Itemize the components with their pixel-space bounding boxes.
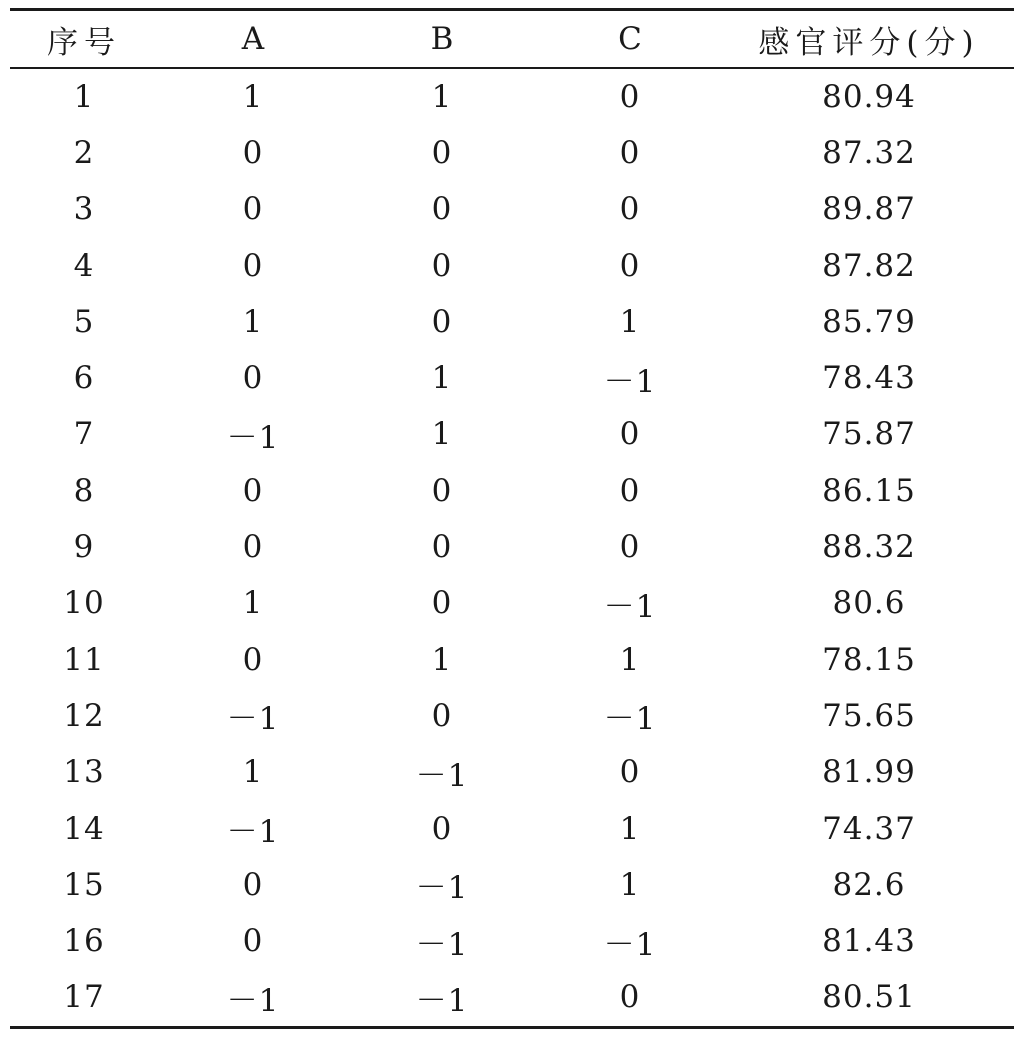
cell-sensory-score: 80.6 <box>832 585 906 622</box>
cell-c: －1 <box>603 588 657 625</box>
header-cell-c: C <box>618 21 642 57</box>
table-row <box>10 181 1014 237</box>
header-cell-a: A <box>241 21 265 57</box>
cell-sensory-score: 80.51 <box>822 979 916 1016</box>
cell-index: 13 <box>63 754 105 791</box>
cell-a: 0 <box>242 866 264 903</box>
cell-a: －1 <box>226 701 280 738</box>
cell-a: 0 <box>242 472 264 509</box>
cell-a: －1 <box>226 419 280 456</box>
cell-a: 0 <box>242 134 264 171</box>
cell-b: 0 <box>431 247 453 284</box>
cell-index: 15 <box>63 866 105 903</box>
table-row <box>10 406 1014 462</box>
table-row <box>10 744 1014 800</box>
cell-sensory-score: 87.32 <box>822 134 916 171</box>
cell-c: 0 <box>619 529 641 566</box>
cell-c: 0 <box>619 247 641 284</box>
cell-c: 0 <box>619 754 641 791</box>
cell-index: 14 <box>63 810 105 847</box>
cell-index: 5 <box>73 303 95 340</box>
cell-a: 0 <box>242 529 264 566</box>
table-row <box>10 969 1014 1025</box>
cell-b: －1 <box>415 870 469 907</box>
cell-sensory-score: 89.87 <box>822 191 916 228</box>
table-row <box>10 913 1014 969</box>
cell-b: －1 <box>415 982 469 1019</box>
cell-sensory-score: 78.15 <box>822 641 916 678</box>
cell-index: 10 <box>63 585 105 622</box>
cell-b: 0 <box>431 697 453 734</box>
cell-index: 12 <box>63 697 105 734</box>
cell-index: 16 <box>63 923 105 960</box>
cell-b: 0 <box>431 134 453 171</box>
cell-a: 1 <box>242 303 264 340</box>
cell-sensory-score: 86.15 <box>822 472 916 509</box>
table-row <box>10 688 1014 744</box>
cell-a: 0 <box>242 641 264 678</box>
table-row <box>10 631 1014 687</box>
cell-sensory-score: 81.99 <box>822 754 916 791</box>
cell-a: 1 <box>242 754 264 791</box>
cell-b: 0 <box>431 303 453 340</box>
cell-b: 1 <box>431 360 453 397</box>
table-row <box>10 463 1014 519</box>
cell-b: 0 <box>431 810 453 847</box>
table-bottom-rule <box>10 1026 1014 1029</box>
cell-b: 0 <box>431 585 453 622</box>
cell-index: 6 <box>73 360 95 397</box>
cell-a: 0 <box>242 360 264 397</box>
cell-sensory-score: 78.43 <box>822 360 916 397</box>
table-header-row <box>10 11 1014 67</box>
cell-c: 0 <box>619 979 641 1016</box>
cell-c: 0 <box>619 472 641 509</box>
cell-c: 1 <box>619 303 641 340</box>
cell-c: 0 <box>619 191 641 228</box>
cell-b: 1 <box>431 416 453 453</box>
cell-a: 0 <box>242 191 264 228</box>
table-row <box>10 350 1014 406</box>
cell-b: 0 <box>431 191 453 228</box>
header-cell-sensory-score: 感官评分(分) <box>758 24 980 61</box>
cell-c: 0 <box>619 134 641 171</box>
cell-c: －1 <box>603 926 657 963</box>
cell-b: 1 <box>431 641 453 678</box>
cell-sensory-score: 88.32 <box>822 529 916 566</box>
cell-b: －1 <box>415 926 469 963</box>
cell-index: 9 <box>73 529 95 566</box>
cell-index: 2 <box>73 134 95 171</box>
cell-index: 8 <box>73 472 95 509</box>
table-row <box>10 519 1014 575</box>
cell-b: 0 <box>431 529 453 566</box>
table-row <box>10 125 1014 181</box>
cell-b: 0 <box>431 472 453 509</box>
header-cell-index: 序号 <box>47 24 121 61</box>
cell-a: 0 <box>242 247 264 284</box>
table-body <box>10 69 1014 1026</box>
cell-a: －1 <box>226 982 280 1019</box>
cell-sensory-score: 80.94 <box>822 78 916 115</box>
cell-c: 0 <box>619 416 641 453</box>
cell-c: 1 <box>619 866 641 903</box>
table-row <box>10 575 1014 631</box>
cell-sensory-score: 85.79 <box>822 303 916 340</box>
data-table <box>10 8 1014 1029</box>
cell-sensory-score: 75.87 <box>822 416 916 453</box>
cell-index: 11 <box>63 641 105 678</box>
cell-a: －1 <box>226 814 280 850</box>
table-row <box>10 800 1014 856</box>
cell-a: 1 <box>242 585 264 622</box>
table-row <box>10 857 1014 913</box>
cell-c: －1 <box>603 363 657 400</box>
cell-c: 0 <box>619 78 641 115</box>
cell-b: 1 <box>431 78 453 115</box>
cell-sensory-score: 87.82 <box>822 247 916 284</box>
cell-index: 17 <box>63 979 105 1016</box>
cell-c: 1 <box>619 810 641 847</box>
table-row <box>10 294 1014 350</box>
table-row <box>10 237 1014 293</box>
table-row <box>10 69 1014 125</box>
cell-sensory-score: 82.6 <box>832 866 906 903</box>
cell-c: 1 <box>619 641 641 678</box>
cell-index: 1 <box>73 78 95 115</box>
cell-b: －1 <box>415 757 469 794</box>
cell-index: 4 <box>73 247 95 284</box>
cell-a: 0 <box>242 923 264 960</box>
cell-a: 1 <box>242 78 264 115</box>
cell-sensory-score: 74.37 <box>822 810 916 847</box>
header-cell-b: B <box>430 21 454 57</box>
cell-index: 7 <box>73 416 95 453</box>
cell-c: －1 <box>603 701 657 738</box>
cell-index: 3 <box>73 191 95 228</box>
cell-sensory-score: 75.65 <box>822 697 916 734</box>
cell-sensory-score: 81.43 <box>822 923 916 960</box>
